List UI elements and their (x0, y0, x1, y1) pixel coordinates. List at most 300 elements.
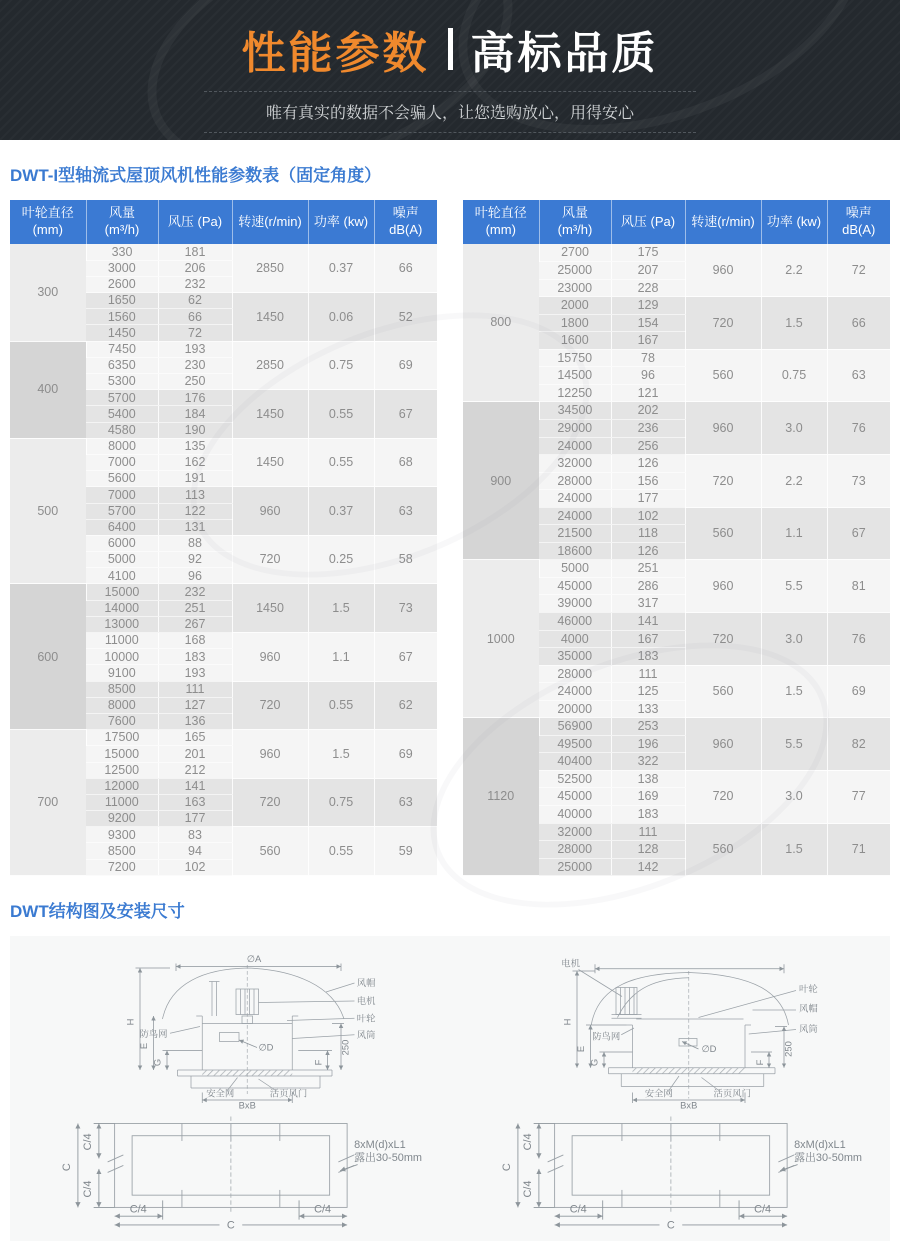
dim-c4-label: C/4 (129, 1203, 147, 1216)
table-row (463, 402, 890, 420)
diagram-panel (10, 936, 890, 1241)
dim-c4-label: C/4 (522, 1133, 535, 1151)
cell-noise: 72 (827, 244, 890, 297)
cell-diameter: 1120 (463, 718, 539, 876)
cell-noise: 82 (827, 718, 890, 771)
cell-power: 1.5 (761, 665, 827, 718)
cell-flow: 5600 (86, 471, 158, 487)
cell-pressure: 135 (158, 438, 232, 454)
hero-title-primary: 性能参数 (241, 29, 430, 78)
motor-label: 电机 (561, 958, 580, 969)
dim-c4-label: C/4 (82, 1180, 95, 1198)
dim-f-label: F (755, 1059, 765, 1066)
cell-noise: 69 (827, 665, 890, 718)
dim-c-label: C (666, 1219, 675, 1232)
cell-flow: 5400 (86, 406, 158, 422)
cell-pressure: 167 (611, 332, 685, 350)
cell-flow: 7000 (86, 487, 158, 503)
cell-pressure: 251 (611, 560, 685, 578)
cell-pressure: 183 (611, 806, 685, 824)
cell-flow: 29000 (539, 419, 611, 437)
cell-flow: 8000 (86, 697, 158, 713)
cell-noise: 67 (374, 390, 437, 439)
cell-pressure: 111 (611, 665, 685, 683)
dim-h-label: H (562, 1018, 573, 1026)
cell-flow: 2600 (86, 276, 158, 292)
performance-table-left (10, 200, 437, 876)
cell-pressure: 190 (158, 422, 232, 438)
cell-speed: 960 (685, 244, 761, 297)
cell-diameter: 800 (463, 244, 539, 402)
cell-speed: 720 (685, 455, 761, 508)
cell-noise: 63 (374, 487, 437, 536)
dim-c4-label: C/4 (82, 1133, 95, 1151)
cell-flow: 9300 (86, 827, 158, 843)
cell-pressure: 286 (611, 577, 685, 595)
cell-speed: 960 (685, 402, 761, 455)
cell-speed: 960 (232, 633, 308, 682)
cell-power: 1.5 (308, 584, 374, 633)
dim-c4-label: C/4 (522, 1180, 535, 1198)
cell-pressure: 163 (158, 794, 232, 810)
dim-c4-label: C/4 (569, 1203, 587, 1216)
cell-pressure: 193 (158, 665, 232, 681)
cell-noise: 63 (374, 778, 437, 827)
table-row (463, 560, 890, 578)
cell-flow: 4000 (539, 630, 611, 648)
dim-250-label: 250 (783, 1041, 794, 1057)
cell-flow: 32000 (539, 823, 611, 841)
cell-flow: 11000 (86, 794, 158, 810)
cell-pressure: 167 (611, 630, 685, 648)
cell-diameter: 400 (10, 341, 86, 438)
cell-flow: 28000 (539, 665, 611, 683)
cell-flow: 1650 (86, 293, 158, 309)
cell-flow: 35000 (539, 648, 611, 666)
cell-flow: 2700 (539, 244, 611, 262)
cell-pressure: 88 (158, 535, 232, 551)
cell-pressure: 72 (158, 325, 232, 341)
cell-pressure: 176 (158, 390, 232, 406)
cell-flow: 2000 (539, 297, 611, 315)
cell-pressure: 142 (611, 858, 685, 876)
column-header: 转速(r/min) (232, 200, 308, 244)
cell-speed: 960 (232, 730, 308, 779)
cell-pressure: 196 (611, 735, 685, 753)
cell-pressure: 133 (611, 700, 685, 718)
cell-pressure: 66 (158, 309, 232, 325)
cell-noise: 63 (827, 349, 890, 402)
cell-flow: 12250 (539, 384, 611, 402)
cell-flow: 14500 (539, 367, 611, 385)
cell-pressure: 96 (611, 367, 685, 385)
base-plan-left-diagram (20, 1113, 440, 1231)
cell-pressure: 251 (158, 600, 232, 616)
cell-flow: 3000 (86, 260, 158, 276)
bolt-spec-label: 8xM(d)xL1 (794, 1139, 846, 1152)
cell-pressure: 168 (158, 633, 232, 649)
damper-label: 活页风门 (269, 1088, 308, 1099)
damper-label: 活页风门 (713, 1088, 751, 1099)
cell-flow: 11000 (86, 633, 158, 649)
bolt-spec-label: 8xM(d)xL1 (354, 1139, 406, 1152)
cell-noise: 77 (827, 770, 890, 823)
cell-noise: 81 (827, 560, 890, 613)
cell-pressure: 267 (158, 616, 232, 632)
table-row (463, 244, 890, 262)
cell-flow: 40400 (539, 753, 611, 771)
cell-noise: 66 (374, 244, 437, 293)
table-row (10, 341, 437, 357)
dim-250-label: 250 (340, 1039, 351, 1056)
cell-power: 3.0 (761, 770, 827, 823)
cell-flow: 12500 (86, 762, 158, 778)
cell-pressure: 317 (611, 595, 685, 613)
cell-pressure: 181 (158, 244, 232, 260)
cell-flow: 15750 (539, 349, 611, 367)
dim-e-label: E (138, 1043, 149, 1050)
cell-flow: 15000 (86, 746, 158, 762)
cell-noise: 69 (374, 730, 437, 779)
cell-noise: 71 (827, 823, 890, 876)
cell-pressure: 138 (611, 770, 685, 788)
cell-pressure: 83 (158, 827, 232, 843)
cell-speed: 560 (685, 507, 761, 560)
cell-speed: 720 (685, 612, 761, 665)
dim-d-label: ∅D (701, 1044, 717, 1055)
cell-flow: 7000 (86, 454, 158, 470)
hero-banner (0, 0, 900, 140)
cell-pressure: 250 (158, 374, 232, 390)
cell-pressure: 126 (611, 455, 685, 473)
cell-flow: 14000 (86, 600, 158, 616)
cell-speed: 720 (232, 535, 308, 584)
column-header: 叶轮直径 (mm) (10, 200, 86, 244)
cell-flow: 8000 (86, 438, 158, 454)
cell-pressure: 212 (158, 762, 232, 778)
cell-flow: 1600 (539, 332, 611, 350)
cell-pressure: 111 (611, 823, 685, 841)
cell-speed: 2850 (232, 244, 308, 293)
cell-flow: 10000 (86, 649, 158, 665)
cell-speed: 1450 (232, 390, 308, 439)
cell-flow: 1800 (539, 314, 611, 332)
cell-pressure: 141 (611, 612, 685, 630)
cell-flow: 13000 (86, 616, 158, 632)
cell-flow: 12000 (86, 778, 158, 794)
cell-power: 0.37 (308, 487, 374, 536)
cell-flow: 5700 (86, 503, 158, 519)
cell-flow: 15000 (86, 584, 158, 600)
impeller-label: 叶轮 (799, 984, 818, 995)
cell-pressure: 207 (611, 262, 685, 280)
cell-power: 1.1 (308, 633, 374, 682)
column-header: 功率 (kw) (308, 200, 374, 244)
cell-flow: 24000 (539, 507, 611, 525)
duct-label: 风筒 (356, 1029, 376, 1040)
cell-noise: 73 (374, 584, 437, 633)
cell-flow: 24000 (539, 683, 611, 701)
cell-flow: 6400 (86, 519, 158, 535)
cell-pressure: 183 (611, 648, 685, 666)
cell-pressure: 102 (611, 507, 685, 525)
cell-flow: 40000 (539, 806, 611, 824)
cell-flow: 23000 (539, 279, 611, 297)
cell-flow: 1450 (86, 325, 158, 341)
table-row (10, 730, 437, 746)
base-plan-right-diagram (460, 1113, 880, 1231)
cell-power: 1.5 (308, 730, 374, 779)
cell-flow: 32000 (539, 455, 611, 473)
cap-label: 风帽 (799, 1003, 818, 1014)
cell-power: 2.2 (761, 244, 827, 297)
cell-noise: 67 (374, 633, 437, 682)
table-row (463, 718, 890, 736)
cell-power: 0.25 (308, 535, 374, 584)
dim-h-label: H (125, 1018, 136, 1026)
cell-flow: 45000 (539, 788, 611, 806)
column-header: 功率 (kw) (761, 200, 827, 244)
cell-speed: 560 (685, 823, 761, 876)
cell-speed: 2850 (232, 341, 308, 390)
cell-flow: 17500 (86, 730, 158, 746)
cell-noise: 66 (827, 297, 890, 350)
cell-pressure: 177 (611, 490, 685, 508)
cell-pressure: 177 (158, 811, 232, 827)
cell-speed: 560 (685, 665, 761, 718)
cell-power: 1.5 (761, 297, 827, 350)
cell-diameter: 300 (10, 244, 86, 341)
section-title-structure: DWT结构图及安装尺寸 (10, 902, 185, 922)
cell-power: 0.06 (308, 293, 374, 342)
cell-power: 0.55 (308, 438, 374, 487)
motor-label: 电机 (356, 996, 376, 1007)
dim-c-label: C (226, 1219, 235, 1232)
dim-e-label: E (575, 1046, 586, 1053)
tables-row (0, 200, 900, 876)
cell-flow: 9200 (86, 811, 158, 827)
cell-pressure: 127 (158, 697, 232, 713)
cell-noise: 76 (827, 612, 890, 665)
cell-pressure: 113 (158, 487, 232, 503)
dim-c4-label: C/4 (754, 1203, 772, 1216)
cell-power: 0.55 (308, 827, 374, 876)
cell-noise: 67 (827, 507, 890, 560)
cell-flow: 45000 (539, 577, 611, 595)
cell-pressure: 128 (611, 841, 685, 859)
cell-pressure: 253 (611, 718, 685, 736)
cell-diameter: 700 (10, 730, 86, 876)
cell-pressure: 125 (611, 683, 685, 701)
safety-net-label: 安全网 (206, 1088, 235, 1099)
cell-diameter: 600 (10, 584, 86, 730)
cell-power: 3.0 (761, 612, 827, 665)
cell-pressure: 175 (611, 244, 685, 262)
cell-speed: 720 (685, 770, 761, 823)
performance-table-right (463, 200, 890, 876)
cell-flow: 56900 (539, 718, 611, 736)
column-header: 风量 (m³/h) (539, 200, 611, 244)
cell-diameter: 1000 (463, 560, 539, 718)
cell-power: 0.55 (308, 681, 374, 730)
dim-c-label: C (501, 1163, 514, 1172)
cell-flow: 6350 (86, 357, 158, 373)
cell-power: 1.5 (761, 823, 827, 876)
cell-flow: 7200 (86, 859, 158, 876)
dim-a-label: ∅A (246, 954, 262, 965)
cell-flow: 4580 (86, 422, 158, 438)
cell-flow: 1560 (86, 309, 158, 325)
cell-flow: 330 (86, 244, 158, 260)
cell-flow: 5300 (86, 374, 158, 390)
cell-power: 5.5 (761, 718, 827, 771)
dim-c4-label: C/4 (314, 1203, 332, 1216)
hero-title-row (0, 0, 900, 81)
cell-pressure: 183 (158, 649, 232, 665)
fan-cross-section-left-diagram (10, 944, 450, 1109)
cell-speed: 720 (232, 778, 308, 827)
cell-pressure: 236 (611, 419, 685, 437)
cell-noise: 52 (374, 293, 437, 342)
table-row (10, 584, 437, 600)
cell-speed: 1450 (232, 293, 308, 342)
cell-speed: 960 (685, 560, 761, 613)
column-header: 风压 (Pa) (158, 200, 232, 244)
cell-flow: 39000 (539, 595, 611, 613)
dim-g-label: G (589, 1059, 600, 1067)
dim-bxb-label: BxB (680, 1100, 698, 1110)
cell-pressure: 102 (158, 859, 232, 876)
cell-pressure: 193 (158, 341, 232, 357)
cell-pressure: 136 (158, 713, 232, 729)
cell-noise: 68 (374, 438, 437, 487)
hero-title-secondary: 高标品质 (470, 29, 659, 78)
fan-cross-section-right-diagram (450, 944, 890, 1109)
cell-speed: 720 (232, 681, 308, 730)
cell-noise: 58 (374, 535, 437, 584)
cell-flow: 24000 (539, 490, 611, 508)
cell-pressure: 230 (158, 357, 232, 373)
duct-label: 风筒 (799, 1023, 818, 1034)
table-row (10, 438, 437, 454)
cell-pressure: 154 (611, 314, 685, 332)
dim-g-label: G (152, 1059, 163, 1067)
cell-flow: 7600 (86, 713, 158, 729)
cell-power: 0.55 (308, 390, 374, 439)
cell-power: 0.75 (308, 341, 374, 390)
bird-net-label: 防鸟网 (139, 1029, 168, 1040)
cell-speed: 1450 (232, 584, 308, 633)
column-header: 风量 (m³/h) (86, 200, 158, 244)
cell-diameter: 900 (463, 402, 539, 560)
cell-speed: 960 (232, 487, 308, 536)
cell-power: 0.75 (308, 778, 374, 827)
cell-flow: 52500 (539, 770, 611, 788)
cell-power: 0.37 (308, 244, 374, 293)
cell-pressure: 184 (158, 406, 232, 422)
cell-flow: 4100 (86, 568, 158, 584)
cell-noise: 76 (827, 402, 890, 455)
cell-pressure: 94 (158, 843, 232, 859)
cell-power: 1.1 (761, 507, 827, 560)
cell-flow: 25000 (539, 262, 611, 280)
cell-flow: 24000 (539, 437, 611, 455)
cell-pressure: 131 (158, 519, 232, 535)
cell-flow: 5700 (86, 390, 158, 406)
cell-pressure: 169 (611, 788, 685, 806)
hero-divider (448, 28, 453, 70)
cell-flow: 46000 (539, 612, 611, 630)
cell-flow: 9100 (86, 665, 158, 681)
dim-f-label: F (313, 1059, 324, 1066)
cell-noise: 62 (374, 681, 437, 730)
cell-pressure: 206 (158, 260, 232, 276)
cell-pressure: 322 (611, 753, 685, 771)
cell-speed: 560 (685, 349, 761, 402)
cell-flow: 49500 (539, 735, 611, 753)
dim-bxb-label: BxB (238, 1100, 256, 1110)
cell-power: 5.5 (761, 560, 827, 613)
cell-flow: 34500 (539, 402, 611, 420)
cap-label: 风帽 (356, 978, 376, 989)
cell-power: 3.0 (761, 402, 827, 455)
diagram-left-column (10, 944, 450, 1241)
cell-noise: 59 (374, 827, 437, 876)
column-header: 风压 (Pa) (611, 200, 685, 244)
bolt-note-label: 露出30-50mm (794, 1152, 863, 1165)
cell-flow: 7450 (86, 341, 158, 357)
cell-flow: 21500 (539, 525, 611, 543)
cell-pressure: 156 (611, 472, 685, 490)
cell-flow: 6000 (86, 535, 158, 551)
cell-speed: 960 (685, 718, 761, 771)
column-header: 噪声 dB(A) (827, 200, 890, 244)
cell-pressure: 162 (158, 454, 232, 470)
cell-pressure: 78 (611, 349, 685, 367)
bird-net-label: 防鸟网 (592, 1031, 621, 1042)
hero-tagline: 唯有真实的数据不会骗人，让您选购放心，用得安心 (204, 91, 696, 133)
dim-c-label: C (61, 1163, 74, 1172)
cell-pressure: 228 (611, 279, 685, 297)
cell-flow: 5000 (86, 552, 158, 568)
cell-flow: 18600 (539, 542, 611, 560)
bolt-note-label: 露出30-50mm (354, 1152, 423, 1165)
cell-diameter: 500 (10, 438, 86, 584)
cell-pressure: 121 (611, 384, 685, 402)
column-header: 转速(r/min) (685, 200, 761, 244)
cell-noise: 69 (374, 341, 437, 390)
diagram-right-column (450, 944, 890, 1241)
cell-power: 2.2 (761, 455, 827, 508)
cell-pressure: 201 (158, 746, 232, 762)
cell-pressure: 256 (611, 437, 685, 455)
cell-noise: 73 (827, 455, 890, 508)
cell-speed: 1450 (232, 438, 308, 487)
cell-flow: 8500 (86, 681, 158, 697)
cell-pressure: 111 (158, 681, 232, 697)
section-title-performance: DWT-I型轴流式屋顶风机性能参数表（固定角度） (10, 166, 382, 185)
cell-pressure: 165 (158, 730, 232, 746)
cell-speed: 560 (232, 827, 308, 876)
cell-pressure: 232 (158, 276, 232, 292)
cell-flow: 25000 (539, 858, 611, 876)
cell-flow: 28000 (539, 472, 611, 490)
impeller-label: 叶轮 (356, 1013, 376, 1024)
table-row (10, 244, 437, 260)
cell-pressure: 96 (158, 568, 232, 584)
cell-power: 0.75 (761, 349, 827, 402)
column-header: 噪声 dB(A) (374, 200, 437, 244)
